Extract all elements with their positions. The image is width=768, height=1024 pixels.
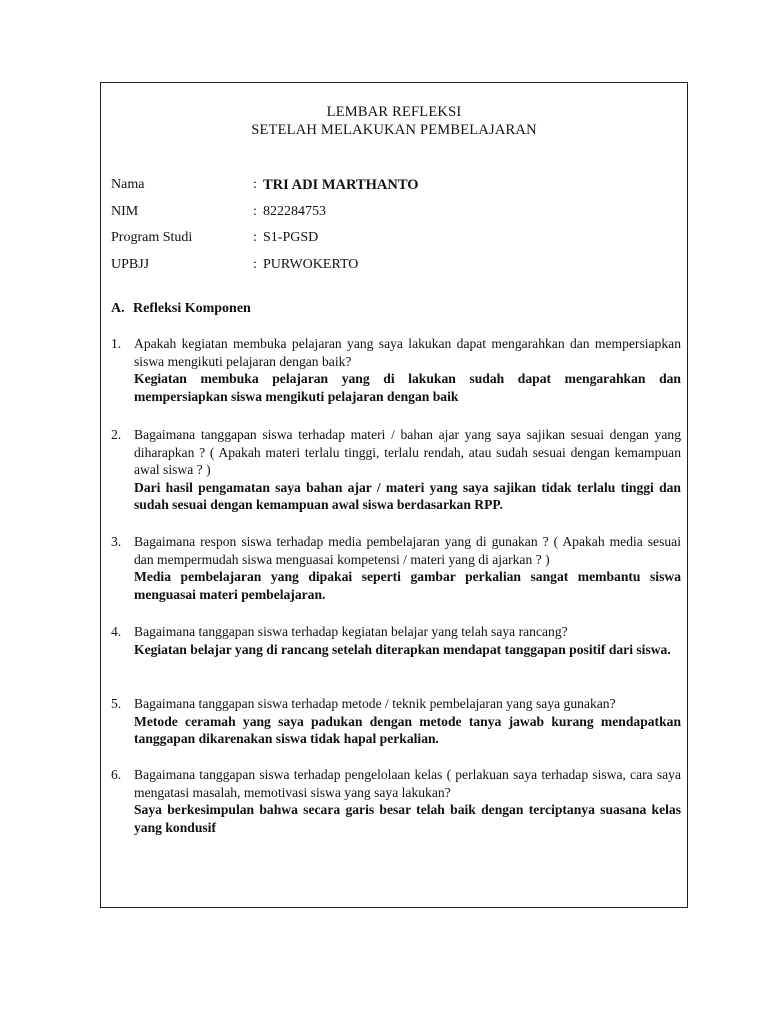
item-question: Bagaimana tanggapan siswa terhadap materi / bahan ajar yang saya sajikan sesuai dengan yang diharapkan ? ( Apakah materi terlalu tinggi, terlalu rendah, atau sudah sesuai dengan kemampuan awal siswa ? ) [134, 427, 681, 478]
item-number: 2. [111, 427, 122, 442]
reflection-item [111, 695, 681, 748]
reflection-item [111, 335, 681, 405]
identity-value: PURWOKERTO [263, 257, 359, 272]
item-answer: Dari hasil pengamatan saya bahan ajar / materi yang saya sajikan tidak terlalu tinggi dan sudah sesuai dengan kemampuan awal siswa berdasarkan RPP. [134, 479, 681, 513]
document-title: LEMBAR REFLEKSI [326, 104, 462, 120]
identity-separator: : [253, 177, 257, 192]
document-subtitle: SETELAH MELAKUKAN PEMBELAJARAN [251, 122, 537, 138]
identity-row-program [111, 228, 681, 248]
item-answer: Kegiatan belajar yang di rancang setelah diterapkan mendapat tanggapan positif dari siswa. [134, 641, 671, 657]
section-heading [111, 301, 251, 317]
item-answer: Metode ceramah yang saya padukan dengan metode tanya jawab kurang mendapatkan tanggapan dikarenakan siswa tidak hapal perkalian. [134, 713, 681, 747]
item-number: 6. [111, 767, 122, 782]
identity-label: NIM [111, 204, 139, 219]
identity-row-nim [111, 202, 681, 222]
item-question: Bagaimana tanggapan siswa terhadap pengelolaan kelas ( perlakuan saya terhadap siswa, cara saya mengatasi masalah, memotivasi siswa yang saya lakukan? [134, 767, 681, 800]
identity-separator: : [253, 257, 257, 272]
item-answer: Saya berkesimpulan bahwa secara garis besar telah baik dengan terciptanya suasana kelas yang kondusif [134, 802, 681, 835]
item-number: 1. [111, 336, 122, 351]
item-number: 3. [111, 534, 122, 549]
section-letter: A. [111, 301, 125, 316]
document-frame [100, 82, 688, 908]
identity-row-upbjj [111, 255, 681, 275]
identity-value: S1-PGSD [263, 230, 319, 245]
item-question: Bagaimana tanggapan siswa terhadap kegiatan belajar yang telah saya rancang? [134, 624, 568, 639]
identity-value: TRI ADI MARTHANTO [263, 177, 419, 193]
item-answer: Kegiatan membuka pelajaran yang di lakukan sudah dapat mengarahkan dan mempersiapkan siswa mengikuti pelajaran dengan baik [134, 371, 681, 404]
item-question: Bagaimana tanggapan siswa terhadap metode / teknik pembelajaran yang saya gunakan? [134, 696, 616, 711]
reflection-item [111, 623, 681, 658]
item-number: 4. [111, 624, 122, 639]
reflection-item [111, 533, 681, 603]
item-question: Bagaimana respon siswa terhadap media pembelajaran yang di gunakan ? ( Apakah media sesuai dan mempermudah siswa menguasai kompetensi / materi yang di ajarkan ? ) [134, 534, 681, 567]
identity-label: Nama [111, 177, 145, 192]
reflection-item [111, 766, 681, 836]
item-number: 5. [111, 696, 122, 711]
section-title: Refleksi Komponen [133, 301, 251, 316]
identity-separator: : [253, 230, 257, 245]
identity-label: UPBJJ [111, 257, 150, 272]
reflection-item [111, 426, 681, 514]
identity-separator: : [253, 204, 257, 219]
identity-label: Program Studi [111, 230, 193, 245]
identity-row-name [111, 175, 681, 195]
item-question: Apakah kegiatan membuka pelajaran yang saya lakukan dapat mengarahkan dan mempersiapkan siswa mengikuti pelajaran dengan baik? [134, 336, 681, 369]
item-answer: Media pembelajaran yang dipakai seperti gambar perkalian sangat membantu siswa menguasai materi pembelajaran. [134, 569, 681, 602]
identity-value: 822284753 [263, 204, 326, 219]
